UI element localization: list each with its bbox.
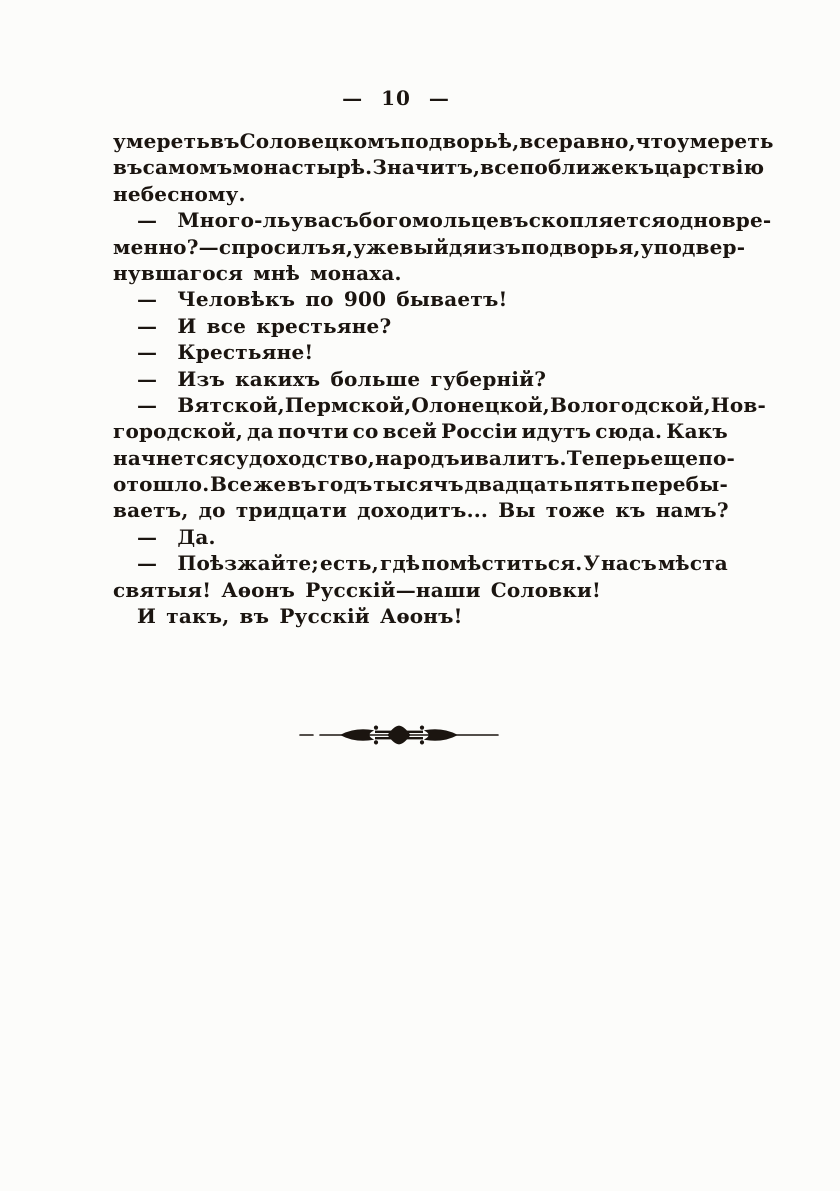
header-left-dash: — (342, 86, 364, 110)
text-line: отошло. Все же въ годъ тысячъ двадцать пять перебы- (113, 472, 728, 497)
text-line: въ самомъ монастырѣ. Значитъ, все поближе къ царствію (113, 155, 765, 180)
text-line: начнется судоходство, народъ и валитъ. Теперь еще по- (113, 445, 736, 470)
text-line: святыя! Аѳонъ Русскій—наши Соловки! (113, 577, 602, 602)
text-line: ваетъ, до тридцати доходитъ... Вы тоже къ намъ? (113, 498, 729, 523)
text-line: умереть въ Соловецкомъ подворьѣ, все равно, что умереть (113, 129, 774, 153)
page-number-header (113, 86, 679, 110)
text-line: — Крестьяне! (137, 340, 314, 365)
text-line: — Вятской, Пермской, Олонецкой, Вологодской, Нов- (137, 392, 766, 417)
text-line: — Много-ль у васъ богомольцевъ скопляется одновре- (137, 208, 772, 233)
text-line: — И все крестьяне? (137, 313, 392, 338)
text-line: — Поѣзжайте; есть, гдѣ помѣститься. У насъ мѣста (137, 551, 728, 576)
text-line: — Человѣкъ по 900 бываетъ! (137, 287, 508, 312)
text-line: менно?—спросилъ я, уже выйдя изъ подворья, у подвер- (113, 234, 746, 259)
divider-ornament-icon (299, 719, 499, 751)
text-line: — Да. (137, 524, 216, 549)
text-line: И такъ, въ Русскій Аѳонъ! (137, 604, 463, 629)
body-text-block (113, 128, 774, 629)
text-line: городской, да почти со всей Россіи идутъ сюда. Какъ (113, 419, 728, 444)
page-number: 10 (381, 86, 411, 110)
text-line: небесному. (113, 181, 246, 206)
text-line: — Изъ какихъ больше губерній? (137, 366, 547, 391)
tailpiece-ornament (299, 719, 499, 751)
text-line: нувшагося мнѣ монаха. (113, 260, 402, 285)
header-right-dash: — (428, 86, 450, 110)
